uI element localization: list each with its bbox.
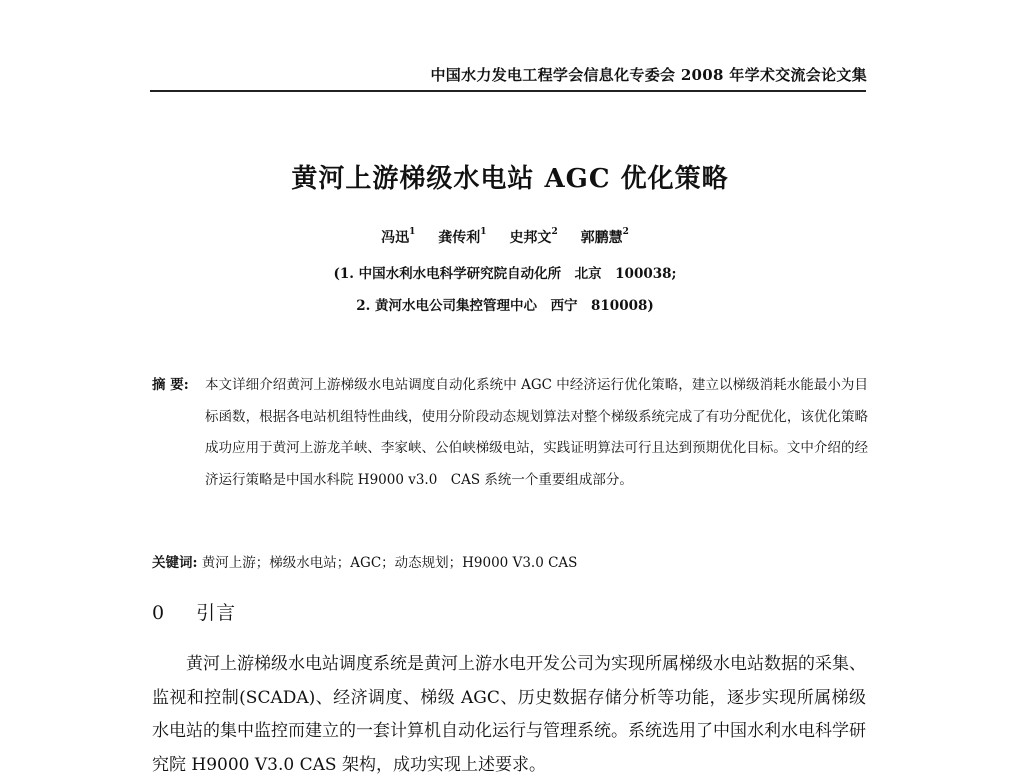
- abstract: [152, 370, 868, 496]
- header-rule: [150, 90, 866, 92]
- section-title: 引言: [196, 602, 237, 624]
- author: 郭鹏慧$^2$: [580, 227, 629, 246]
- keywords-label: 关键词:: [152, 555, 198, 571]
- keywords: [152, 551, 577, 571]
- section-number: 0: [152, 602, 166, 624]
- section-heading: [152, 598, 236, 625]
- author: 史邦文$^2$: [509, 227, 558, 246]
- author: 冯迅$^1$: [381, 227, 416, 246]
- keywords-text: 黄河上游；梯级水电站；AGC；动态规划；H9000 V3.0 CAS: [201, 555, 578, 571]
- running-header: 中国水力发电工程学会信息化专委会 2008 年学术交流会论文集: [430, 66, 867, 84]
- abstract-label: 摘 要:: [152, 377, 189, 393]
- paper-title: 黄河上游梯级水电站 AGC 优化策略: [291, 164, 729, 194]
- affiliation-1: (1. 中国水利水电科学研究院自动化所 北京 100038;: [333, 266, 677, 282]
- intro-paragraph: 黄河上游梯级水电站调度系统是黄河上游水电开发公司为实现所属梯级水电站数据的采集、监视和控制(SCADA)、经济调度、梯级 AGC、历史数据存储分析等功能，逐步实现所属梯级水电站的集中监控而建立的一套计算机自动化运行与管理系统。系统选用了中国水利水电科学研究院 H9000 V3.0 CAS 架构，成功实现上述要求。: [152, 654, 866, 775]
- affiliation-2: 2. 黄河水电公司集控管理中心 西宁 810008): [356, 298, 654, 314]
- author-list: [0, 227, 1010, 247]
- author: 龚传利$^1$: [438, 227, 487, 246]
- abstract-text: 本文详细介绍黄河上游梯级水电站调度自动化系统中 AGC 中经济运行优化策略，建立以梯级消耗水能最小为目标函数，根据各电站机组特性曲线，使用分阶段动态规划算法对整个梯级系统完成了有功分配优化，该优化策略成功应用于黄河上游龙羊峡、李家峡、公伯峡梯级电站，实践证明算法可行且达到预期优化目标。文中介绍的经济运行策略是中国水科院 H9000 v3.0 CAS 系统一个重要组成部分。: [205, 377, 868, 488]
